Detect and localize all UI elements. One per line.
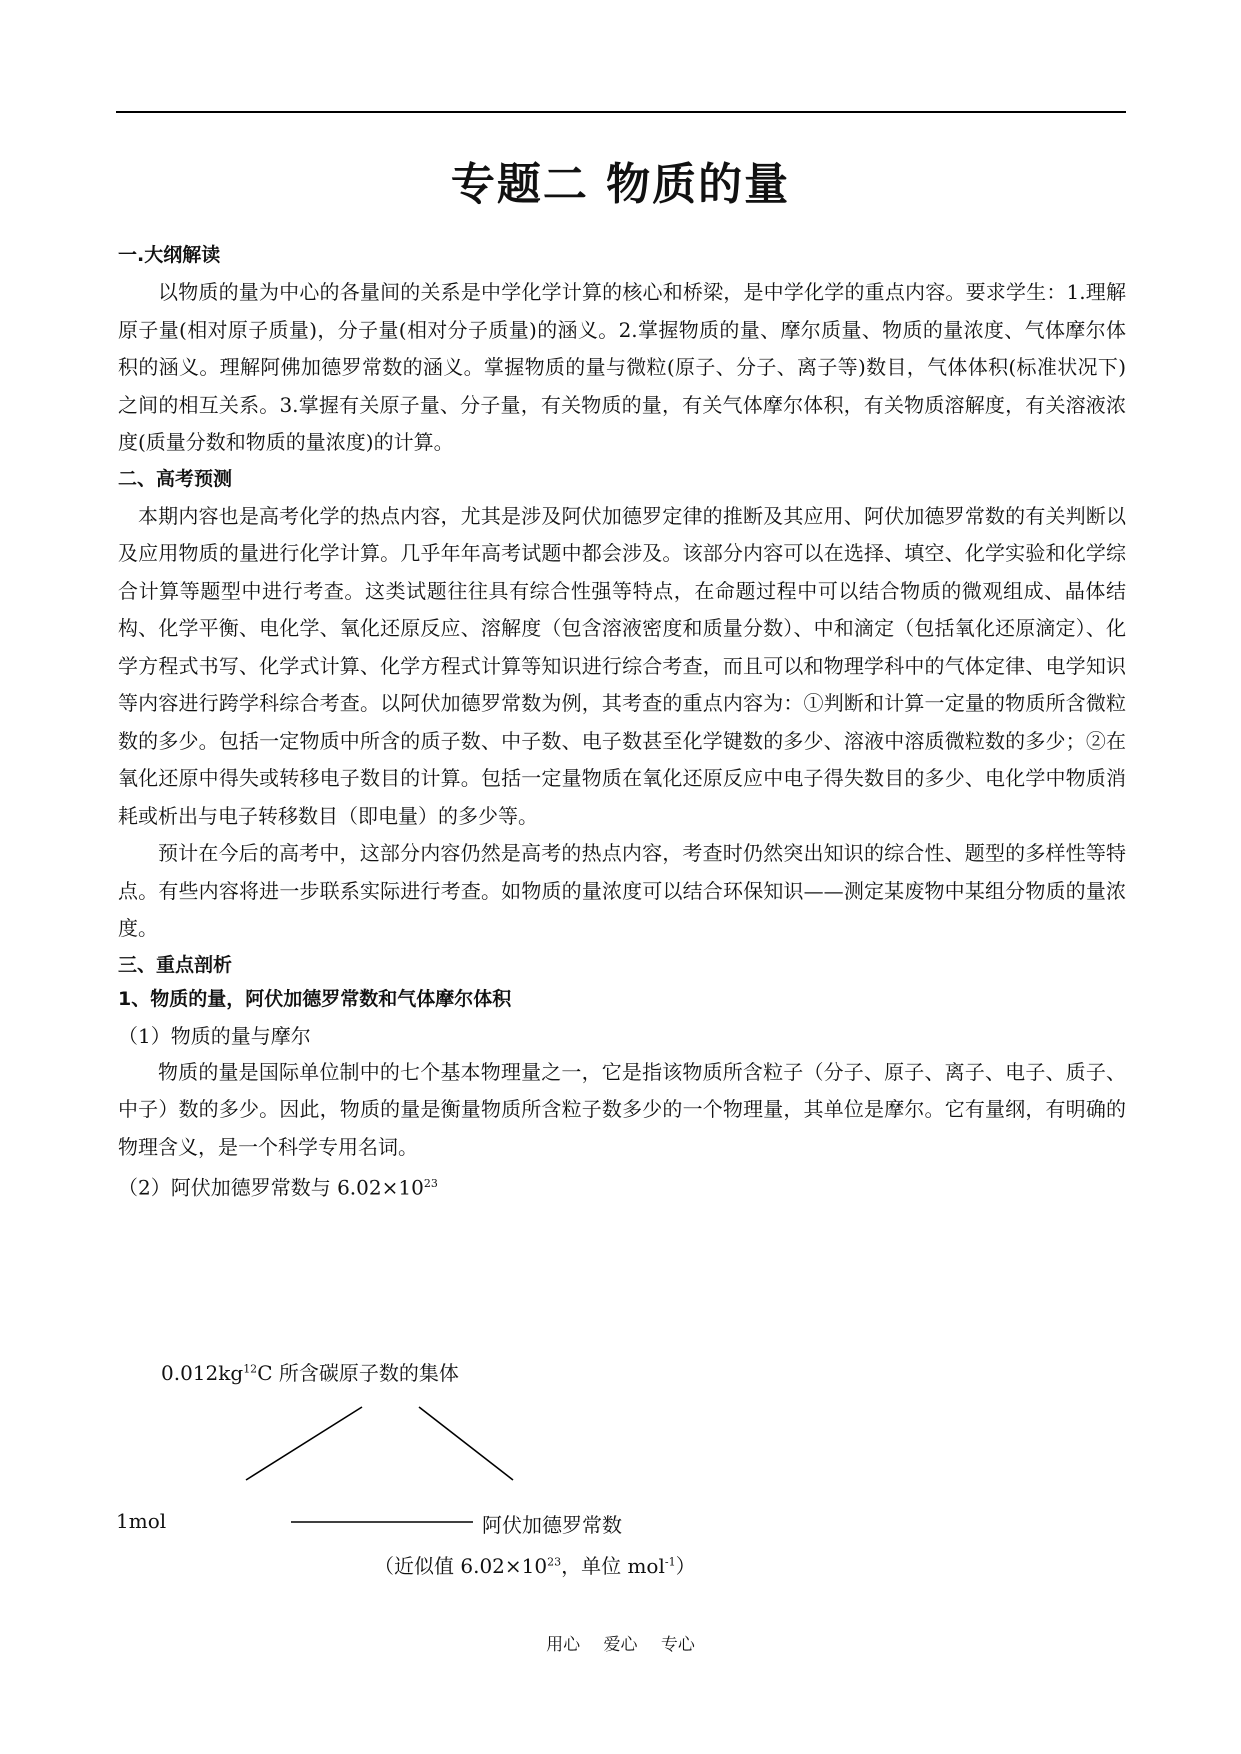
mole-diagram	[116, 1361, 836, 1595]
item-heading-avogadro: （2）阿伏加德罗常数与 $6.02\times 10^{23}$	[118, 1175, 438, 1200]
diagram-top-label: $0.012kg^{12}C$ 所含碳原子数的集体	[161, 1361, 459, 1385]
diagram-line-left	[246, 1407, 362, 1480]
forecast-paragraph-1: 本期内容也是高考化学的热点内容，尤其是涉及阿伏加德罗定律的推断及其应用、阿伏加德罗常数的有关判断以及应用物质的量进行化学计算。几乎年年高考试题中都会涉及。该部分内容可以在选择、填空、化学实验和化学综合计算等题型中进行考查。这类试题往往具有综合性强等特点，在命题过程中可以结合物质的微观组成、晶体结构、化学平衡、电化学、氧化还原反应、溶解度（包含溶液密度和质量分数）、中和滴定（包括氧化还原滴定）、化学方程式书写、化学式计算、化学方程式计算等知识进行综合考查，而且可以和物理学科中的气体定律、电学知识等内容进行跨学科综合考查。以阿伏加德罗常数为例，其考查的重点内容为：①判断和计算一定量的物质所含微粒数的多少。包括一定物质中所含的质子数、中子数、电子数甚至化学键数的多少、溶液中溶质微粒数的多少；②在氧化还原中得失或转移电子数目的计算。包括一定量物质在氧化还原反应中电子得失数目的多少、电化学中物质消耗或析出与电子转移数目（即电量）的多少等。	[118, 503, 1126, 828]
page-footer: 用心 爱心 专心	[546, 1635, 695, 1655]
subsection-heading-mole: 1、物质的量，阿伏加德罗常数和气体摩尔体积	[118, 987, 512, 1010]
page-title: 专题二 物质的量	[450, 159, 791, 210]
section-heading-forecast: 二、高考预测	[118, 467, 233, 490]
header-rule	[116, 111, 1126, 113]
item-heading-amount: （1）物质的量与摩尔	[118, 1023, 311, 1048]
section-heading-outline: 一.大纲解读	[118, 244, 221, 266]
amount-paragraph: 物质的量是国际单位制中的七个基本物理量之一，它是指该物质所含粒子（分子、原子、离子、电子、质子、中子）数的多少。因此，物质的量是衡量物质所含粒子数多少的一个物理量，其单位是摩尔。它有量纲，有明确的物理含义，是一个科学专用名词。	[118, 1059, 1126, 1159]
section-heading-analysis: 三、重点剖析	[118, 953, 233, 976]
diagram-left-label: 1mol	[116, 1509, 167, 1533]
diagram-line-right	[419, 1407, 513, 1480]
outline-paragraph: 以物质的量为中心的各量间的关系是中学化学计算的核心和桥梁，是中学化学的重点内容。要求学生：1.理解原子量(相对原子质量)，分子量(相对分子质量)的涵义。2.掌握物质的量、摩尔质量、物质的量浓度、气体摩尔体积的涵义。理解阿佛加德罗常数的涵义。掌握物质的量与微粒(原子、分子、离子等)数目，气体体积(标准状况下)之间的相互关系。3.掌握有关原子量、分子量，有关物质的量，有关气体摩尔体积，有关物质溶解度，有关溶液浓度(质量分数和物质的量浓度)的计算。	[118, 280, 1126, 454]
forecast-paragraph-2: 预计在今后的高考中，这部分内容仍然是高考的热点内容，考查时仍然突出知识的综合性、题型的多样性等特点。有些内容将进一步联系实际进行考查。如物质的量浓度可以结合环保知识——测定某废物中某组分物质的量浓度。	[118, 841, 1126, 940]
document-body	[118, 240, 1126, 1206]
diagram-note: （近似值 $6.02\times 10^{23}$，单位 mol$^{-1}$）	[374, 1554, 696, 1578]
diagram-right-label: 阿伏加德罗常数	[482, 1513, 622, 1537]
